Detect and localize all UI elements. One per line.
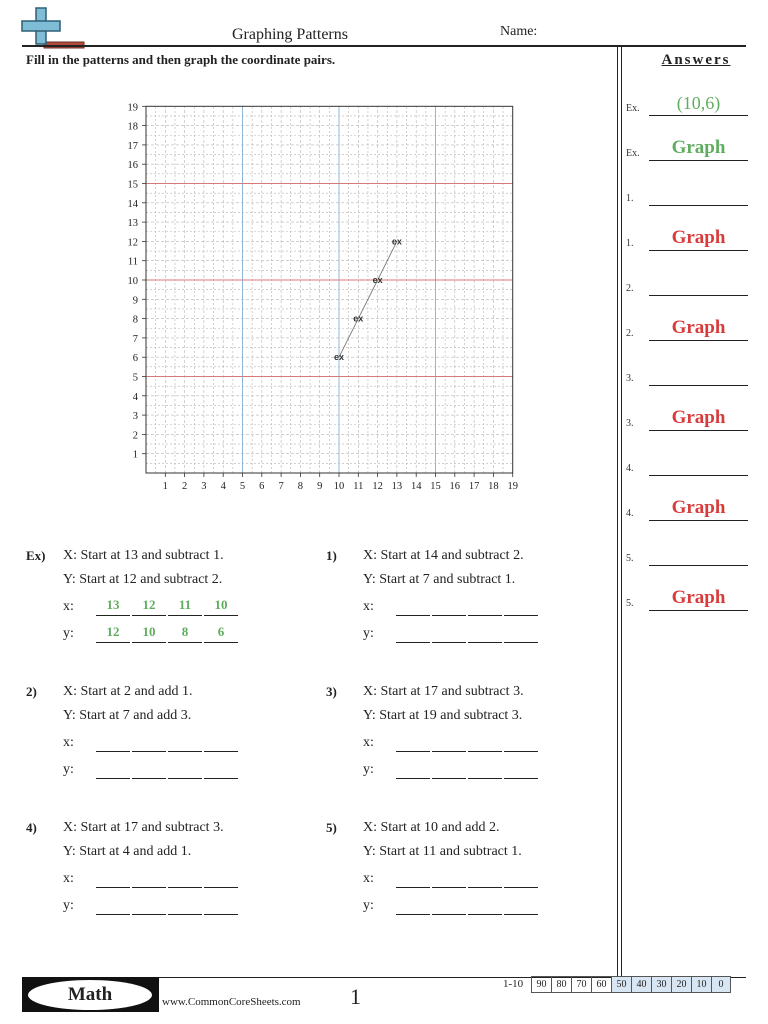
data-point-label: ex xyxy=(372,275,383,285)
x-blank[interactable] xyxy=(432,866,466,888)
y-blanks xyxy=(96,757,240,779)
answer-field[interactable]: (10,6) xyxy=(676,93,721,113)
x-rule: X: Start at 13 and subtract 1. xyxy=(63,548,224,563)
x-rule: X: Start at 17 and subtract 3. xyxy=(363,684,524,699)
x-blank[interactable] xyxy=(396,730,430,752)
answer-label: Ex. xyxy=(626,148,640,159)
plus-logo-icon xyxy=(20,6,88,48)
problem-number: 2) xyxy=(26,684,37,699)
y-tick-label: 13 xyxy=(127,218,138,230)
x-tick-label: 10 xyxy=(333,481,345,492)
data-point-label: ex xyxy=(391,236,402,247)
x-blank[interactable] xyxy=(432,730,466,752)
problem-number: 5) xyxy=(326,820,337,835)
answer-blank-line xyxy=(649,160,748,161)
x-blanks xyxy=(396,730,540,752)
score-cell: 0 xyxy=(711,976,731,993)
y-blank[interactable]: 8 xyxy=(168,621,202,643)
y-tick-label: 9 xyxy=(132,295,138,307)
y-blanks xyxy=(96,893,240,915)
x-blanks xyxy=(396,594,540,616)
y-blank[interactable] xyxy=(504,757,538,779)
y-tick-label: 16 xyxy=(127,160,138,172)
y-row-label: y: xyxy=(63,762,74,777)
x-tick-label: 8 xyxy=(297,481,304,492)
answer-field[interactable]: Graph xyxy=(671,587,726,608)
x-tick-label: 19 xyxy=(507,481,518,492)
y-tick-label: 7 xyxy=(132,333,138,345)
x-blank[interactable] xyxy=(504,730,538,752)
answer-blank-line xyxy=(649,205,748,206)
y-blank[interactable] xyxy=(396,621,430,643)
problem-number: Ex) xyxy=(26,548,46,563)
answer-label: 3. xyxy=(626,373,634,384)
x-blank[interactable] xyxy=(168,730,202,752)
answer-label: 2. xyxy=(626,283,634,294)
x-blank[interactable]: 11 xyxy=(168,594,202,616)
y-tick-label: 4 xyxy=(132,391,138,403)
answer-row xyxy=(626,362,748,390)
y-blank[interactable] xyxy=(204,757,238,779)
answer-label: 5. xyxy=(626,553,634,564)
x-row-label: x: xyxy=(363,871,374,886)
y-rule: Y: Start at 12 and subtract 2. xyxy=(63,572,223,587)
x-tick-label: 17 xyxy=(468,481,480,492)
y-rule: Y: Start at 4 and add 1. xyxy=(63,844,192,859)
x-tick-label: 2 xyxy=(181,481,188,492)
answer-row xyxy=(626,227,748,255)
y-blanks xyxy=(396,757,540,779)
data-point-label: ex xyxy=(353,313,364,324)
x-blanks xyxy=(396,866,540,888)
answer-row xyxy=(626,497,748,525)
answer-field[interactable]: Graph xyxy=(671,317,726,338)
x-tick-label: 9 xyxy=(317,481,323,492)
answer-field[interactable]: Graph xyxy=(671,407,726,428)
answer-blank-line xyxy=(649,475,748,476)
header-rule xyxy=(22,45,746,47)
x-blank[interactable] xyxy=(96,730,130,752)
answer-blank-line xyxy=(649,115,748,116)
x-blank[interactable]: 12 xyxy=(132,594,166,616)
answer-column-divider xyxy=(617,47,618,980)
y-row-label: y: xyxy=(363,626,374,641)
x-tick-label: 16 xyxy=(449,481,461,492)
y-tick-label: 15 xyxy=(127,179,138,191)
answer-row xyxy=(626,407,748,435)
x-blanks xyxy=(96,594,240,616)
y-blank[interactable] xyxy=(468,757,502,779)
y-row-label: y: xyxy=(363,762,374,777)
y-blanks xyxy=(96,621,240,643)
answer-blank-line xyxy=(649,610,748,611)
x-rule: X: Start at 17 and subtract 3. xyxy=(63,820,224,835)
y-blank[interactable] xyxy=(132,757,166,779)
y-blanks xyxy=(396,893,540,915)
answer-blank-line xyxy=(649,520,748,521)
x-blank[interactable] xyxy=(468,866,502,888)
y-blank[interactable]: 6 xyxy=(204,621,238,643)
y-blank[interactable] xyxy=(132,893,166,915)
y-tick-label: 5 xyxy=(132,372,138,384)
answer-row xyxy=(626,452,748,480)
y-blank[interactable] xyxy=(168,757,202,779)
problem-2 xyxy=(26,684,306,804)
y-blank[interactable] xyxy=(96,893,130,915)
y-tick-label: 19 xyxy=(127,102,138,114)
x-row-label: x: xyxy=(363,599,374,614)
x-row-label: x: xyxy=(63,599,74,614)
answer-row xyxy=(626,137,748,165)
answer-blank-line xyxy=(649,430,748,431)
y-blank[interactable] xyxy=(396,757,430,779)
x-blanks xyxy=(96,866,240,888)
answer-blank-line xyxy=(649,295,748,296)
y-tick-label: 11 xyxy=(127,256,138,268)
x-row-label: x: xyxy=(63,871,74,886)
answer-blank-line xyxy=(649,385,748,386)
problem-number: 4) xyxy=(26,820,37,835)
website-url: www.CommonCoreSheets.com xyxy=(162,996,301,1008)
y-blank[interactable] xyxy=(432,893,466,915)
y-blank[interactable] xyxy=(504,621,538,643)
x-row-label: x: xyxy=(63,735,74,750)
y-blank[interactable] xyxy=(468,621,502,643)
score-cell: 70 xyxy=(571,976,591,993)
answer-label: Ex. xyxy=(626,103,640,114)
x-tick-label: 18 xyxy=(488,481,499,492)
x-blank[interactable] xyxy=(204,866,238,888)
problem-0 xyxy=(26,548,306,668)
answer-row xyxy=(626,317,748,345)
y-blank[interactable] xyxy=(468,893,502,915)
y-rule: Y: Start at 11 and subtract 1. xyxy=(363,844,522,859)
score-cell: 50 xyxy=(611,976,631,993)
score-cell: 30 xyxy=(651,976,671,993)
x-tick-label: 12 xyxy=(372,481,383,492)
score-range-label: 1-10 xyxy=(503,978,524,990)
answer-label: 1. xyxy=(626,193,634,204)
math-badge-label: Math xyxy=(28,980,152,1010)
y-row-label: y: xyxy=(63,626,74,641)
x-blanks xyxy=(96,730,240,752)
y-rule: Y: Start at 19 and subtract 3. xyxy=(363,708,523,723)
x-blank[interactable]: 13 xyxy=(96,594,130,616)
answer-row xyxy=(626,272,748,300)
x-blank[interactable] xyxy=(168,866,202,888)
answer-row xyxy=(626,92,748,120)
x-blank[interactable] xyxy=(468,594,502,616)
x-tick-label: 13 xyxy=(391,481,403,492)
x-blank[interactable] xyxy=(504,866,538,888)
score-cell: 90 xyxy=(531,976,551,993)
y-blank[interactable]: 10 xyxy=(132,621,166,643)
y-tick-label: 18 xyxy=(127,121,138,133)
answer-field[interactable]: Graph xyxy=(671,497,726,518)
y-tick-label: 14 xyxy=(127,198,138,210)
problem-3 xyxy=(326,684,606,804)
y-rule: Y: Start at 7 and subtract 1. xyxy=(363,572,516,587)
score-cell: 40 xyxy=(631,976,651,993)
instructions: Fill in the patterns and then graph the coordinate pairs. xyxy=(26,52,336,67)
x-row-label: x: xyxy=(363,735,374,750)
y-tick-label: 3 xyxy=(132,411,138,423)
answer-column-divider-inner xyxy=(621,47,622,980)
problem-5 xyxy=(326,820,606,940)
x-blank[interactable] xyxy=(96,866,130,888)
answer-row xyxy=(626,587,748,615)
problem-4 xyxy=(26,820,306,940)
answer-field[interactable]: Graph xyxy=(671,227,726,248)
x-blank[interactable] xyxy=(468,730,502,752)
data-point-label: ex xyxy=(333,352,345,363)
score-scale xyxy=(531,976,731,993)
y-blank[interactable] xyxy=(432,621,466,643)
answer-label: 4. xyxy=(626,508,634,519)
x-tick-label: 6 xyxy=(259,481,265,492)
coordinate-grid[interactable] xyxy=(100,92,518,502)
answer-row xyxy=(626,542,748,570)
y-tick-label: 17 xyxy=(127,140,138,152)
score-cell: 20 xyxy=(671,976,691,993)
problem-1 xyxy=(326,548,606,668)
x-tick-label: 15 xyxy=(430,481,441,492)
x-blank[interactable] xyxy=(504,594,538,616)
answer-label: 4. xyxy=(626,463,634,474)
answer-row xyxy=(626,182,748,210)
x-rule: X: Start at 2 and add 1. xyxy=(63,684,193,699)
y-rule: Y: Start at 7 and add 3. xyxy=(63,708,192,723)
x-rule: X: Start at 10 and add 2. xyxy=(363,820,500,835)
x-tick-label: 5 xyxy=(239,481,246,492)
problem-number: 1) xyxy=(326,548,337,563)
x-tick-label: 4 xyxy=(220,481,226,492)
x-blank[interactable] xyxy=(132,730,166,752)
page-number: 1 xyxy=(350,984,361,1009)
y-blank[interactable]: 12 xyxy=(96,621,130,643)
y-tick-label: 10 xyxy=(127,276,138,287)
x-tick-label: 11 xyxy=(353,481,364,492)
grid-frame xyxy=(146,106,513,473)
y-blank[interactable] xyxy=(168,893,202,915)
answer-field[interactable]: Graph xyxy=(671,137,726,158)
x-blank[interactable] xyxy=(204,730,238,752)
y-blanks xyxy=(396,621,540,643)
y-tick-label: 1 xyxy=(132,449,138,461)
x-tick-label: 1 xyxy=(162,481,168,492)
answer-blank-line xyxy=(649,565,748,566)
y-row-label: y: xyxy=(63,898,74,913)
x-blank[interactable] xyxy=(396,594,430,616)
y-blank[interactable] xyxy=(432,757,466,779)
x-tick-label: 7 xyxy=(278,481,284,492)
page-title: Graphing Patterns xyxy=(232,26,348,43)
y-tick-label: 8 xyxy=(132,314,138,326)
x-blank[interactable] xyxy=(132,866,166,888)
answer-label: 5. xyxy=(626,598,634,609)
answer-blank-line xyxy=(649,340,748,341)
x-rule: X: Start at 14 and subtract 2. xyxy=(363,548,524,563)
y-blank[interactable] xyxy=(504,893,538,915)
score-cell: 80 xyxy=(551,976,571,993)
answer-label: 3. xyxy=(626,418,634,429)
x-blank[interactable]: 10 xyxy=(204,594,238,616)
x-blank[interactable] xyxy=(396,866,430,888)
y-tick-label: 2 xyxy=(132,430,138,442)
y-tick-label: 6 xyxy=(132,353,138,365)
x-tick-label: 14 xyxy=(410,481,422,492)
x-tick-label: 3 xyxy=(201,481,207,492)
problem-number: 3) xyxy=(326,684,337,699)
name-label: Name: xyxy=(500,24,538,39)
answer-label: 2. xyxy=(626,328,634,339)
y-blank[interactable] xyxy=(96,757,130,779)
y-tick-label: 12 xyxy=(127,237,138,249)
score-cell: 10 xyxy=(691,976,711,993)
answers-heading: Answers xyxy=(661,52,731,68)
answer-label: 1. xyxy=(626,238,634,249)
x-blank[interactable] xyxy=(432,594,466,616)
y-row-label: y: xyxy=(363,898,374,913)
y-blank[interactable] xyxy=(396,893,430,915)
y-blank[interactable] xyxy=(204,893,238,915)
answer-blank-line xyxy=(649,250,748,251)
score-cell: 60 xyxy=(591,976,611,993)
